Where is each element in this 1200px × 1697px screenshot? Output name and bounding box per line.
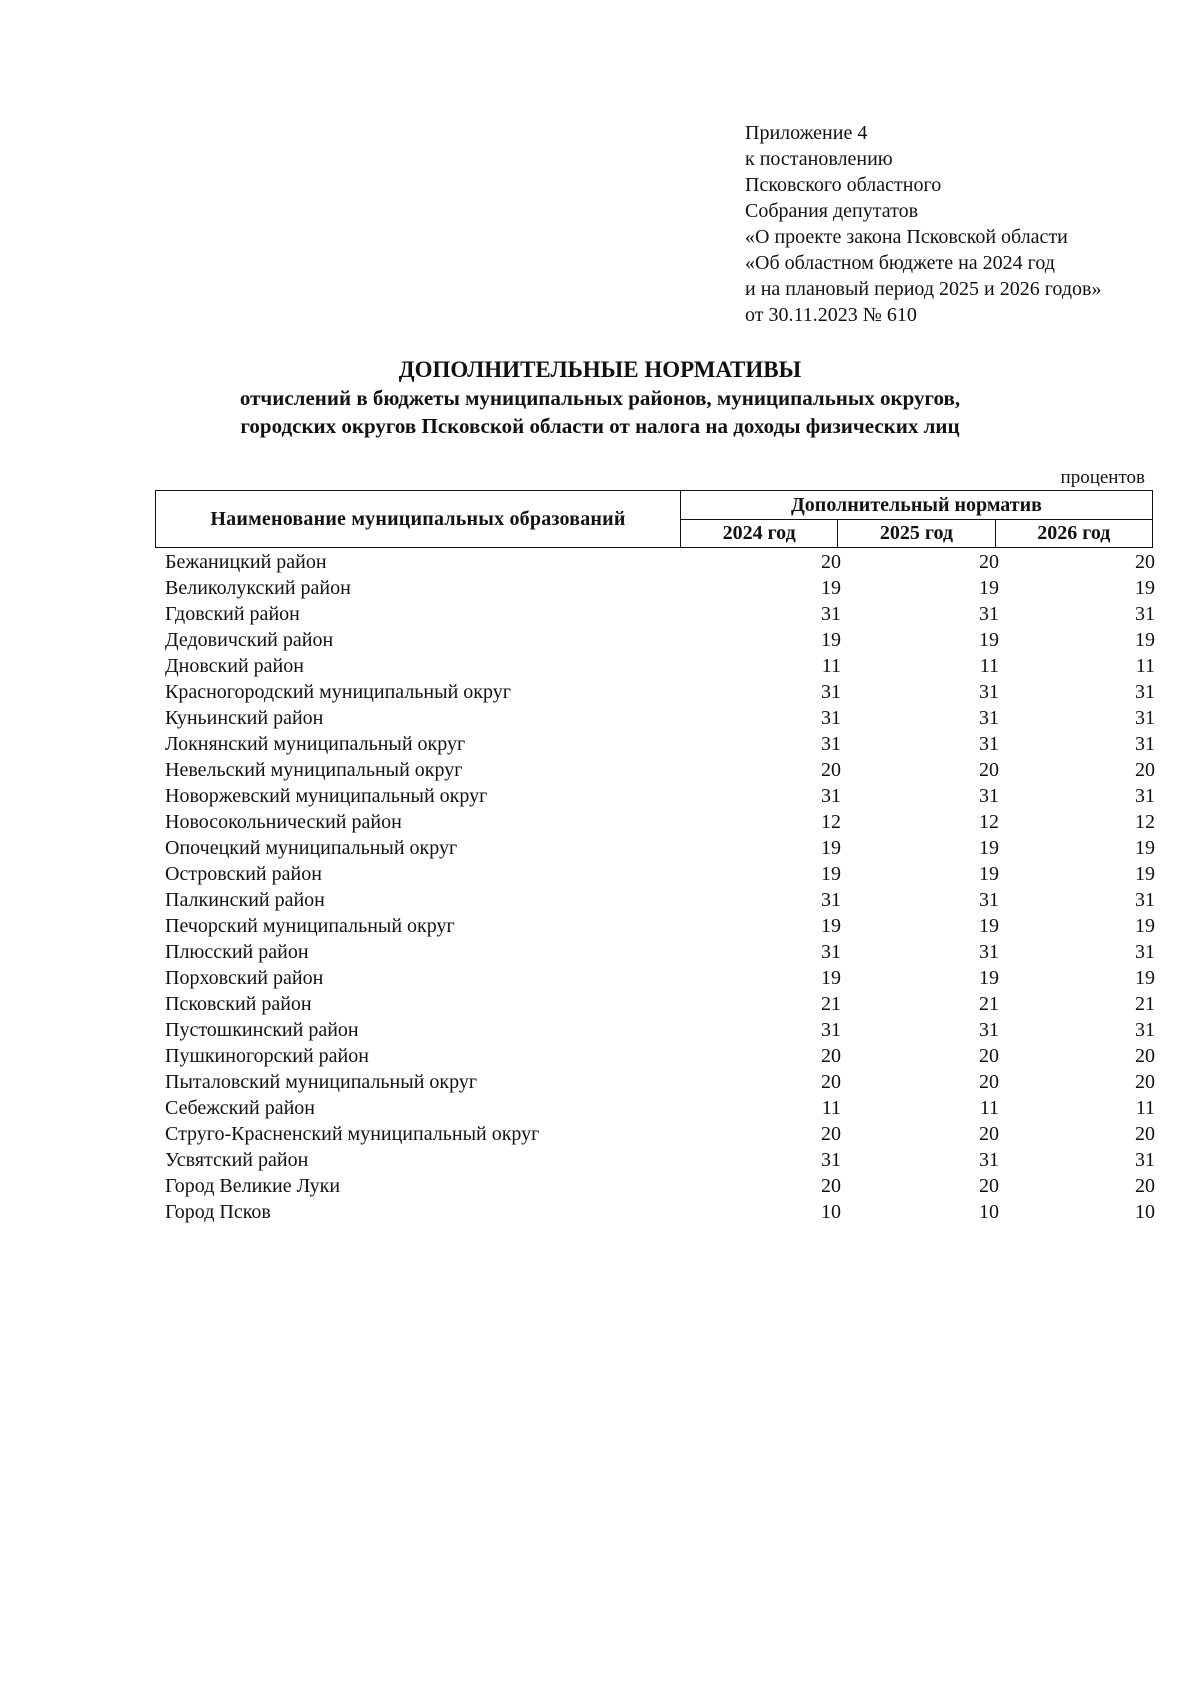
- title-subtitle-line-1: отчислений в бюджеты муниципальных районов, муниципальных округов,: [239, 386, 961, 410]
- table-header: [155, 490, 1153, 548]
- norm-value-text: 12: [1135, 811, 1155, 833]
- norm-value-2026: [1009, 965, 1163, 991]
- norm-value-2025: [849, 809, 1009, 835]
- unit-label: процентов: [1060, 467, 1145, 488]
- norm-value-text: 31: [979, 1149, 999, 1171]
- table-row: [155, 861, 1163, 887]
- table-row: [155, 549, 1163, 575]
- norm-value-text: 20: [1135, 1045, 1155, 1067]
- appendix-line: от 30.11.2023 № 610: [745, 304, 917, 326]
- norm-value-text: 20: [979, 1123, 999, 1145]
- appendix-line: и на плановый период 2025 и 2026 годов»: [745, 278, 1102, 300]
- norm-value-2026: [1009, 1199, 1163, 1225]
- norm-value-2026: [1009, 1043, 1163, 1069]
- norm-value-2024: [689, 575, 849, 601]
- norm-value-text: 12: [821, 811, 841, 833]
- norm-value-2026: [1009, 913, 1163, 939]
- norm-value-2025: [849, 965, 1009, 991]
- norm-value-text: 31: [979, 603, 999, 625]
- norm-value-text: 20: [821, 1045, 841, 1067]
- norm-value-text: 12: [979, 811, 999, 833]
- table-row: [155, 705, 1163, 731]
- table-row: [155, 1017, 1163, 1043]
- norm-value-2025: [849, 1069, 1009, 1095]
- municipality-name: Невельский муниципальный округ: [165, 759, 463, 781]
- norm-value-2024: [689, 549, 849, 575]
- norm-value-text: 19: [821, 837, 841, 859]
- norm-value-text: 20: [1135, 1175, 1155, 1197]
- norm-value-2026: [1009, 679, 1163, 705]
- norm-value-2025: [849, 991, 1009, 1017]
- norm-value-2025: [849, 1199, 1009, 1225]
- appendix-line: Собрания депутатов: [745, 200, 919, 222]
- norm-value-text: 31: [979, 1019, 999, 1041]
- document-title: [0, 356, 1200, 440]
- norm-value-text: 10: [979, 1201, 999, 1223]
- norm-value-2024: [689, 913, 849, 939]
- norm-value-text: 31: [821, 889, 841, 911]
- norm-value-text: 19: [1135, 629, 1155, 651]
- norm-value-2025: [849, 705, 1009, 731]
- municipality-name: Опочецкий муниципальный округ: [165, 837, 458, 859]
- norm-value-text: 31: [1135, 1149, 1155, 1171]
- norm-value-2025: [849, 653, 1009, 679]
- norm-value-text: 19: [979, 577, 999, 599]
- header-year-2025: 2025 год: [838, 520, 995, 548]
- norm-value-2025: [849, 835, 1009, 861]
- norm-value-text: 31: [1135, 785, 1155, 807]
- municipality-name: Новосокольнический район: [165, 811, 402, 833]
- norm-value-2025: [849, 1095, 1009, 1121]
- norm-value-2024: [689, 887, 849, 913]
- norm-value-2025: [849, 627, 1009, 653]
- table-row: [155, 757, 1163, 783]
- norm-value-2024: [689, 1017, 849, 1043]
- title-main: ДОПОЛНИТЕЛЬНЫЕ НОРМАТИВЫ: [398, 357, 802, 382]
- municipality-name: Усвятский район: [165, 1149, 309, 1171]
- table-row: [155, 1095, 1163, 1121]
- header-group-column: Дополнительный норматив: [681, 491, 1153, 520]
- norm-value-2026: [1009, 939, 1163, 965]
- municipality-name: Островский район: [165, 863, 322, 885]
- norm-value-2026: [1009, 575, 1163, 601]
- table-row: [155, 991, 1163, 1017]
- norm-value-2025: [849, 679, 1009, 705]
- norm-value-text: 20: [1135, 1071, 1155, 1093]
- norm-value-text: 19: [821, 863, 841, 885]
- norm-value-text: 20: [1135, 1123, 1155, 1145]
- norm-value-text: 20: [979, 1045, 999, 1067]
- norm-value-2024: [689, 1043, 849, 1069]
- norm-value-text: 19: [1135, 863, 1155, 885]
- norm-value-2024: [689, 1173, 849, 1199]
- norm-value-text: 19: [979, 837, 999, 859]
- norm-value-2024: [689, 705, 849, 731]
- norms-table-body: [155, 549, 1163, 1225]
- norm-value-text: 21: [1135, 993, 1155, 1015]
- norm-value-text: 31: [1135, 889, 1155, 911]
- norm-value-2025: [849, 549, 1009, 575]
- norm-value-text: 20: [979, 1071, 999, 1093]
- norm-value-text: 31: [1135, 733, 1155, 755]
- norm-value-text: 20: [821, 1071, 841, 1093]
- norm-value-2024: [689, 1199, 849, 1225]
- appendix-reference: [745, 120, 1165, 328]
- norm-value-2025: [849, 575, 1009, 601]
- norm-value-text: 20: [821, 1123, 841, 1145]
- norm-value-text: 19: [1135, 915, 1155, 937]
- norm-value-text: 19: [821, 577, 841, 599]
- appendix-line: к постановлению: [745, 148, 893, 170]
- norm-value-2024: [689, 731, 849, 757]
- header-name-column: Наименование муниципальных образований: [156, 491, 681, 548]
- norm-value-2025: [849, 861, 1009, 887]
- norm-value-2025: [849, 731, 1009, 757]
- norm-value-text: 31: [979, 785, 999, 807]
- norm-value-text: 31: [979, 733, 999, 755]
- norm-value-text: 19: [1135, 837, 1155, 859]
- norm-value-2026: [1009, 705, 1163, 731]
- appendix-line: «Об областном бюджете на 2024 год: [745, 252, 1055, 274]
- norm-value-text: 11: [821, 655, 841, 677]
- norm-value-text: 19: [1135, 967, 1155, 989]
- norm-value-2025: [849, 1043, 1009, 1069]
- norm-value-text: 20: [979, 759, 999, 781]
- norm-value-text: 20: [821, 759, 841, 781]
- municipality-name: Красногородский муниципальный округ: [165, 681, 511, 703]
- norm-value-text: 31: [821, 707, 841, 729]
- norm-value-2024: [689, 939, 849, 965]
- norm-value-text: 11: [1135, 655, 1155, 677]
- norm-value-2024: [689, 1147, 849, 1173]
- table-row: [155, 1147, 1163, 1173]
- table-row: [155, 1043, 1163, 1069]
- table-row: [155, 601, 1163, 627]
- norm-value-text: 19: [979, 967, 999, 989]
- norm-value-2026: [1009, 1147, 1163, 1173]
- municipality-name: Бежаницкий район: [165, 551, 327, 573]
- appendix-line: Псковского областного: [745, 174, 942, 196]
- norm-value-text: 31: [821, 603, 841, 625]
- norm-value-2026: [1009, 1069, 1163, 1095]
- norm-value-text: 10: [1135, 1201, 1155, 1223]
- municipality-name: Куньинский район: [165, 707, 324, 729]
- municipality-name: Печорский муниципальный округ: [165, 915, 455, 937]
- norm-value-2025: [849, 887, 1009, 913]
- norm-value-text: 20: [979, 1175, 999, 1197]
- norm-value-text: 31: [821, 941, 841, 963]
- norm-value-text: 21: [979, 993, 999, 1015]
- norm-value-2025: [849, 757, 1009, 783]
- norm-value-text: 31: [1135, 603, 1155, 625]
- municipality-name: Псковский район: [165, 993, 312, 1015]
- municipality-name: Палкинский район: [165, 889, 325, 911]
- appendix-line: Приложение 4: [745, 122, 868, 144]
- norm-value-2024: [689, 679, 849, 705]
- norm-value-2026: [1009, 809, 1163, 835]
- norm-value-2026: [1009, 549, 1163, 575]
- norm-value-text: 31: [979, 681, 999, 703]
- norm-value-text: 19: [1135, 577, 1155, 599]
- norm-value-2024: [689, 601, 849, 627]
- table-row: [155, 1121, 1163, 1147]
- norm-value-2026: [1009, 1173, 1163, 1199]
- norm-value-text: 31: [979, 941, 999, 963]
- table-row: [155, 1173, 1163, 1199]
- title-subtitle-line-2: городских округов Псковской области от налога на доходы физических лиц: [240, 414, 960, 438]
- table-row: [155, 627, 1163, 653]
- municipality-name: Струго-Красненский муниципальный округ: [165, 1123, 540, 1145]
- norm-value-text: 19: [979, 863, 999, 885]
- norm-value-2026: [1009, 627, 1163, 653]
- norm-value-text: 31: [821, 1149, 841, 1171]
- table-row: [155, 965, 1163, 991]
- norm-value-2026: [1009, 653, 1163, 679]
- norm-value-2024: [689, 783, 849, 809]
- norm-value-2024: [689, 835, 849, 861]
- norm-value-2024: [689, 1095, 849, 1121]
- municipality-name: Пушкиногорский район: [165, 1045, 369, 1067]
- norm-value-2025: [849, 783, 1009, 809]
- norm-value-text: 11: [821, 1097, 841, 1119]
- norm-value-text: 19: [821, 967, 841, 989]
- norm-value-2024: [689, 1121, 849, 1147]
- norm-value-text: 31: [1135, 681, 1155, 703]
- municipality-name: Новоржевский муниципальный округ: [165, 785, 488, 807]
- header-year-2026: 2026 год: [995, 520, 1152, 548]
- norm-value-2025: [849, 1121, 1009, 1147]
- norm-value-text: 31: [1135, 941, 1155, 963]
- norm-value-2026: [1009, 757, 1163, 783]
- norm-value-2026: [1009, 1121, 1163, 1147]
- norm-value-text: 11: [979, 655, 999, 677]
- norm-value-text: 19: [979, 915, 999, 937]
- norm-value-2026: [1009, 887, 1163, 913]
- norm-value-2024: [689, 757, 849, 783]
- header-year-2024: 2024 год: [681, 520, 838, 548]
- municipality-name: Город Великие Луки: [165, 1175, 341, 1197]
- table-row: [155, 887, 1163, 913]
- norm-value-2026: [1009, 835, 1163, 861]
- norm-value-2025: [849, 939, 1009, 965]
- norm-value-text: 19: [821, 629, 841, 651]
- norm-value-2025: [849, 601, 1009, 627]
- municipality-name: Гдовский район: [165, 603, 300, 625]
- norm-value-text: 20: [1135, 759, 1155, 781]
- appendix-line: «О проекте закона Псковской области: [745, 226, 1068, 248]
- norm-value-text: 11: [979, 1097, 999, 1119]
- table-row: [155, 939, 1163, 965]
- norm-value-2024: [689, 809, 849, 835]
- norm-value-2024: [689, 1069, 849, 1095]
- norm-value-2025: [849, 1017, 1009, 1043]
- norm-value-text: 31: [821, 733, 841, 755]
- norm-value-text: 11: [1135, 1097, 1155, 1119]
- norm-value-text: 31: [821, 1019, 841, 1041]
- municipality-name: Порховский район: [165, 967, 324, 989]
- norm-value-2024: [689, 965, 849, 991]
- municipality-name: Город Псков: [165, 1201, 271, 1223]
- municipality-name: Дедовичский район: [165, 629, 334, 651]
- norm-value-2026: [1009, 991, 1163, 1017]
- norm-value-text: 31: [821, 681, 841, 703]
- norm-value-2024: [689, 861, 849, 887]
- table-row: [155, 1069, 1163, 1095]
- table-row: [155, 809, 1163, 835]
- municipality-name: Великолукский район: [165, 577, 351, 599]
- norm-value-2024: [689, 627, 849, 653]
- norm-value-text: 19: [979, 629, 999, 651]
- norm-value-2026: [1009, 1095, 1163, 1121]
- norm-value-text: 31: [821, 785, 841, 807]
- norm-value-text: 31: [979, 889, 999, 911]
- norm-value-text: 20: [821, 1175, 841, 1197]
- norm-value-2026: [1009, 731, 1163, 757]
- norm-value-2025: [849, 1147, 1009, 1173]
- municipality-name: Пустошкинский район: [165, 1019, 359, 1041]
- table-row: [155, 731, 1163, 757]
- norm-value-2026: [1009, 601, 1163, 627]
- municipality-name: Локнянский муниципальный округ: [165, 733, 466, 755]
- table-row: [155, 653, 1163, 679]
- norm-value-text: 20: [1135, 551, 1155, 573]
- municipality-name: Дновский район: [165, 655, 304, 677]
- table-row: [155, 783, 1163, 809]
- norm-value-text: 31: [979, 707, 999, 729]
- table-row: [155, 1199, 1163, 1225]
- table-row: [155, 835, 1163, 861]
- norm-value-text: 10: [821, 1201, 841, 1223]
- municipality-name: Пыталовский муниципальный округ: [165, 1071, 478, 1093]
- norm-value-2025: [849, 913, 1009, 939]
- norm-value-2026: [1009, 783, 1163, 809]
- norm-value-text: 19: [821, 915, 841, 937]
- norm-value-text: 20: [979, 551, 999, 573]
- norm-value-2024: [689, 653, 849, 679]
- table-row: [155, 575, 1163, 601]
- norm-value-text: 20: [821, 551, 841, 573]
- table-row: [155, 913, 1163, 939]
- table-row: [155, 679, 1163, 705]
- norm-value-2025: [849, 1173, 1009, 1199]
- norm-value-2026: [1009, 1017, 1163, 1043]
- norm-value-2024: [689, 991, 849, 1017]
- municipality-name: Себежский район: [165, 1097, 315, 1119]
- norm-value-text: 31: [1135, 1019, 1155, 1041]
- norm-value-2026: [1009, 861, 1163, 887]
- municipality-name: Плюсский район: [165, 941, 309, 963]
- norm-value-text: 21: [821, 993, 841, 1015]
- norm-value-text: 31: [1135, 707, 1155, 729]
